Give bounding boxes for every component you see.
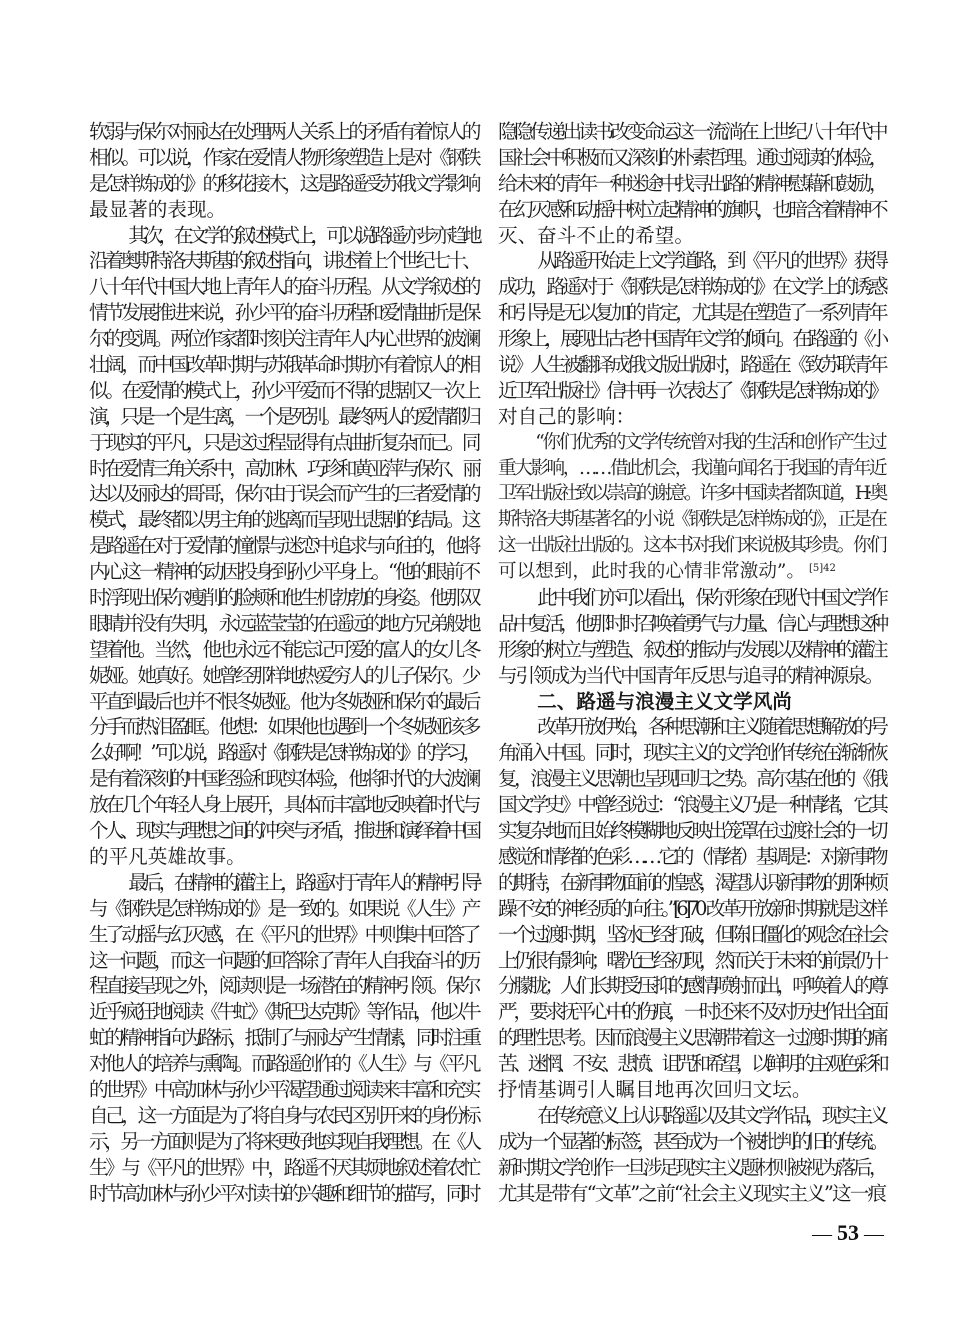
text-line bbox=[498, 870, 884, 896]
line-text: 形象上，展现出古老中国青年文学的倾向。在路遥的《小 bbox=[498, 327, 884, 351]
text-line bbox=[89, 740, 477, 766]
text-line bbox=[89, 689, 477, 715]
text-line bbox=[498, 1181, 884, 1207]
text-line bbox=[498, 1155, 884, 1181]
text-line bbox=[89, 896, 477, 922]
line-text: 软弱与保尔对丽达在处理两人关系上的矛盾有着惊人的 bbox=[89, 120, 477, 143]
line-text: 角涌入中国。同时，现实主义的文学创作传统在渐渐恢 bbox=[498, 741, 884, 765]
line-text: 尔的变调。两位作家都时刻关注青年人内心世界的波澜 bbox=[89, 327, 477, 351]
text-line bbox=[89, 999, 477, 1025]
line-text: 平直到最后也并不恨冬妮娅。他为冬妮娅和保尔的最后 bbox=[89, 689, 477, 713]
line-text: 内心这一精神的动因投身到孙少平身上。“他的眼前不 bbox=[89, 560, 477, 584]
right-column bbox=[498, 119, 884, 1206]
line-text: 这一出版社出版的。这本书对我们来说极其珍贵。你们 bbox=[498, 535, 884, 557]
line-text: 新时期文学创作一旦涉足现实主义题材则被视为落后， bbox=[498, 1155, 884, 1179]
line-text: 对他人的培养与熏陶。而路遥创作的《人生》与《平凡 bbox=[89, 1052, 477, 1076]
text-line bbox=[89, 818, 477, 844]
line-text: 和引导是无以复加的肯定，尤其是在塑造了一系列青年 bbox=[498, 301, 884, 325]
text-line bbox=[89, 352, 477, 378]
line-text: 成功，路遥对于《钢铁是怎样炼成的》在文学上的诱惑 bbox=[498, 275, 884, 299]
text-line bbox=[498, 404, 884, 430]
text-line bbox=[89, 248, 477, 274]
paragraph bbox=[498, 714, 884, 1102]
line-text: 给未来的青年一种迷途中找寻出路的精神慰藉和鼓励， bbox=[498, 171, 884, 195]
line-text: 壮阔，而中国改革时期与苏俄革命时期亦有着惊人的相 bbox=[89, 353, 477, 377]
paragraph bbox=[498, 1103, 884, 1207]
text-line bbox=[498, 145, 884, 171]
text-line bbox=[498, 792, 884, 818]
line-text: 尤其是带有“文革”之前“社会主义现实主义”这一痕 bbox=[498, 1181, 884, 1205]
text-line bbox=[498, 689, 884, 715]
line-text: 沿着奥斯特洛夫斯基的叙述指向，讲述着上个世纪七十、 bbox=[89, 249, 477, 273]
text-line bbox=[89, 145, 477, 171]
line-text: 程直接呈现之外，阅读则是一场潜在的精神引领。保尔 bbox=[89, 974, 477, 998]
block-quote bbox=[498, 430, 884, 585]
line-text: “你们优秀的文学传统曾对我的生活和创作产生过 bbox=[535, 431, 884, 453]
line-text: 相似。可以说，作家在爱情人物形象塑造上是对《钢铁 bbox=[89, 145, 477, 169]
text-line bbox=[498, 999, 884, 1025]
text-line bbox=[89, 430, 477, 456]
text-line bbox=[89, 456, 477, 482]
citation-mark: [5]42 bbox=[809, 563, 836, 575]
page-number-value: 53 bbox=[837, 1220, 859, 1245]
text-line bbox=[498, 740, 884, 766]
line-text: 重大影响，……借此机会，我谨向闻名于我国的青年近 bbox=[498, 457, 884, 479]
line-text: 形象的树立与塑造、叙述的推动与发展以及精神的灌注 bbox=[498, 637, 884, 661]
text-line bbox=[498, 430, 884, 456]
text-line bbox=[89, 507, 477, 533]
text-line bbox=[498, 559, 884, 585]
text-line bbox=[498, 973, 884, 999]
text-line bbox=[498, 171, 884, 197]
line-text: 近卫军出版社》信中再一次表达了《钢铁是怎样炼成的》 bbox=[498, 378, 884, 402]
text-line bbox=[498, 223, 884, 249]
text-line bbox=[89, 1051, 477, 1077]
line-text: 演，只是一个是生离，一个是死别。最终两人的爱情都归 bbox=[89, 404, 477, 428]
text-line bbox=[498, 1025, 884, 1051]
line-text: 从路遥开始走上文学道路，到《平凡的世界》获得 bbox=[537, 249, 884, 273]
paragraph bbox=[498, 585, 884, 689]
text-line bbox=[89, 611, 477, 637]
text-line bbox=[89, 948, 477, 974]
page-number-dash-left: — bbox=[812, 1223, 832, 1245]
text-line bbox=[89, 663, 477, 689]
text-line bbox=[498, 896, 884, 922]
paragraph bbox=[498, 248, 884, 429]
text-line bbox=[89, 533, 477, 559]
line-text: 此中我们亦可以看出，保尔形象在现代中国文学作 bbox=[537, 586, 884, 610]
line-text: 时节高加林与孙少平对读书的兴趣和细节的描写，同时 bbox=[89, 1181, 477, 1205]
line-text: 国社会中积极而又深刻的朴素哲理。通过阅读的体验， bbox=[498, 145, 884, 169]
text-line bbox=[89, 197, 477, 223]
line-text: 的理性思考。因而浪漫主义思潮带着这一过渡时期的痛 bbox=[498, 1026, 884, 1050]
line-text: 么好啊！”可以说，路遥对《钢铁是怎样炼成的》的学习， bbox=[89, 741, 477, 765]
text-line bbox=[89, 870, 477, 896]
line-text: 成为一个显著的标签，甚至成为一个被批判的旧的传统。 bbox=[498, 1129, 884, 1153]
line-text: 个人、现实与理想之间的冲突与矛盾，推进和演绎着中国 bbox=[89, 819, 477, 843]
line-text: 时浮现出保尔瘦削的脸颊和他生机勃勃的身姿。他那双 bbox=[89, 586, 477, 610]
text-line bbox=[498, 300, 884, 326]
text-line bbox=[89, 223, 477, 249]
line-text: 达以及丽达的哥哥，保尔由于误会而产生的三者爱情的 bbox=[89, 482, 477, 506]
text-line bbox=[89, 300, 477, 326]
line-text: 国文学史》中曾经说过：“浪漫主义乃是一种情绪，它其 bbox=[498, 793, 884, 817]
line-text: 望着他。当然，他也永远不能忘记可爱的富人的女儿冬 bbox=[89, 637, 477, 661]
text-line bbox=[498, 663, 884, 689]
line-text: 情节发展推进来说，孙少平的奋斗历程和爱情曲折是保 bbox=[89, 301, 477, 325]
line-text: 抒情基调引人瞩目地再次回归文坛。 bbox=[498, 1077, 812, 1101]
text-line bbox=[498, 1103, 884, 1129]
paragraph bbox=[498, 119, 884, 248]
line-text: 在幻灭感和动摇中树立起精神的旗帜，也暗含着精神不 bbox=[498, 197, 884, 221]
line-text: 品中复活，他那时时召唤着勇气与力量、信心与理想这种 bbox=[498, 611, 884, 635]
text-line bbox=[89, 404, 477, 430]
text-line bbox=[498, 533, 884, 559]
line-text: 说》人生被翻译成俄文版出版时，路遥在《致苏联青年 bbox=[498, 353, 884, 377]
line-text: 与引领成为当代中国青年反思与追寻的精神源泉。 bbox=[498, 663, 882, 687]
line-text: 时在爱情三角关系中，高加林、巧珍和黄亚萍与保尔、丽 bbox=[89, 456, 477, 480]
text-line bbox=[498, 481, 884, 507]
text-line bbox=[89, 844, 477, 870]
text-line bbox=[89, 1077, 477, 1103]
line-text: 躁不安的神经质的向往。”[6]70 改革开放新时期就是这样 bbox=[498, 896, 884, 920]
text-line bbox=[89, 171, 477, 197]
text-line bbox=[498, 378, 884, 404]
line-text: 卫军出版社致以崇高的谢意。许多中国读者都知道，H·奥 bbox=[498, 483, 884, 505]
text-line bbox=[498, 1051, 884, 1077]
line-text: 自己，这一方面是为了将自身与农民区别开来的身份标 bbox=[89, 1103, 477, 1127]
line-text: 复，浪漫主义思潮也呈现回归之势。高尔基在他的《俄 bbox=[498, 767, 884, 791]
text-line bbox=[498, 326, 884, 352]
text-line bbox=[89, 119, 477, 145]
text-line bbox=[89, 559, 477, 585]
text-line bbox=[498, 1077, 884, 1103]
line-text: 的世界》中高加林与孙少平渴望通过阅读来丰富和充实 bbox=[89, 1077, 477, 1101]
text-line bbox=[498, 611, 884, 637]
line-text: 于现实的平凡，只是这过程显得有点曲折复杂而已。同 bbox=[89, 430, 477, 454]
line-text: 最显著的表现。 bbox=[89, 197, 227, 221]
line-text: 改革开放伊始，各种思潮和主义随着思想解放的号 bbox=[537, 715, 884, 739]
text-line bbox=[498, 197, 884, 223]
line-text: 可以想到，此时我的心情非常激动”。 bbox=[498, 561, 806, 583]
line-text: 灭、奋斗不止的希望。 bbox=[498, 223, 694, 247]
text-line bbox=[89, 637, 477, 663]
line-text: 妮娅。她真好。她曾经那样地热爱穷人的儿子保尔。少 bbox=[89, 663, 477, 687]
line-text: 上仍很有影响；曙光已经初现，然而关于未来的前景仍十 bbox=[498, 948, 884, 972]
line-text: 分手而热泪盈眶。他想：如果他也遇到一个冬妮娅该多 bbox=[89, 715, 477, 739]
line-text: 八十年代中国大地上青年人的奋斗历程。从文学叙述的 bbox=[89, 275, 477, 299]
text-line bbox=[498, 948, 884, 974]
line-text: 近乎疯狂地阅读《牛虻》《斯巴达克斯》等作品，他以牛 bbox=[89, 1000, 477, 1024]
text-line bbox=[89, 1181, 477, 1207]
text-line bbox=[89, 1025, 477, 1051]
paragraph bbox=[89, 870, 477, 1207]
line-text: 与《钢铁是怎样炼成的》是一致的。如果说《人生》产 bbox=[89, 896, 477, 920]
text-line bbox=[89, 274, 477, 300]
text-line bbox=[89, 481, 477, 507]
text-line bbox=[89, 922, 477, 948]
text-line bbox=[498, 1129, 884, 1155]
text-line bbox=[498, 714, 884, 740]
page-number bbox=[812, 1220, 884, 1246]
line-text: 的平凡英雄故事。 bbox=[89, 844, 246, 868]
line-text: 对自己的影响： bbox=[498, 404, 636, 428]
text-line bbox=[89, 326, 477, 352]
text-line bbox=[89, 378, 477, 404]
line-text: 生》与《平凡的世界》中，路遥不厌其烦地叙述着农忙 bbox=[89, 1155, 477, 1179]
line-text: 模式，最终都以男主角的逃离而呈现出悲剧的结局。这 bbox=[89, 508, 477, 532]
text-line bbox=[498, 248, 884, 274]
text-line bbox=[89, 792, 477, 818]
line-text: 的期待，在新事物面前的惶惑，渴望认识新事物的那种烦 bbox=[498, 870, 884, 894]
text-line bbox=[89, 1103, 477, 1129]
line-text: 苦、迷惘、不安、悲愤、诅咒和希望，以鲜明的主观色彩和 bbox=[498, 1052, 884, 1076]
line-text: 生了动摇与幻灭感，在《平凡的世界》中则集中回答了 bbox=[89, 922, 477, 946]
text-line bbox=[498, 274, 884, 300]
text-line bbox=[498, 585, 884, 611]
line-text: 是路遥在对于爱情的憧憬与迷恋中追求与向往的，他将 bbox=[89, 534, 477, 558]
text-line bbox=[498, 844, 884, 870]
text-line bbox=[89, 1129, 477, 1155]
line-text: 分朦胧；人们长期受压抑的感情喷射而出，呼唤着人的尊 bbox=[498, 974, 884, 998]
line-text: 一个过渡时期，坚冰已经打破，但陈旧僵化的观念在社会 bbox=[498, 922, 884, 946]
text-line bbox=[89, 714, 477, 740]
text-line bbox=[89, 973, 477, 999]
text-line bbox=[89, 585, 477, 611]
section-heading bbox=[498, 689, 884, 715]
text-line bbox=[498, 119, 884, 145]
line-text: 放在几个年轻人身上展开，具体而丰富地反映着时代与 bbox=[89, 793, 477, 817]
line-text: 隐隐传递出读书改变命运这一流淌在上世纪八十年代中 bbox=[498, 120, 884, 143]
line-text: 似。在爱情的模式上，孙少平爱而不得的悲剧又一次上 bbox=[89, 378, 477, 402]
paragraph bbox=[89, 223, 477, 870]
left-column bbox=[89, 119, 477, 1206]
line-text: 示，另一方面则是为了将来更好地实现自我理想。在《人 bbox=[89, 1129, 477, 1153]
line-text: 眼睛并没有失明，永远蓝莹莹的在遥远的地方兄弟般地 bbox=[89, 611, 477, 635]
line-text: 严，要求抚平心中的伤痕，一时还来不及对历史作出全面 bbox=[498, 1000, 884, 1024]
text-line bbox=[89, 1155, 477, 1181]
text-line bbox=[498, 637, 884, 663]
text-line bbox=[89, 766, 477, 792]
text-line bbox=[498, 352, 884, 378]
line-text: 虻的精神指向为路标，抵制了与丽达产生情愫，同时注重 bbox=[89, 1026, 477, 1050]
text-line bbox=[498, 456, 884, 482]
text-line bbox=[498, 766, 884, 792]
paragraph bbox=[89, 119, 477, 223]
line-text: 最后，在精神的灌注上，路遥对于青年人的精神引导 bbox=[128, 870, 477, 894]
text-line bbox=[498, 507, 884, 533]
line-text: 斯特洛夫斯基著名的小说《钢铁是怎样炼成的》，正是在 bbox=[498, 509, 884, 531]
line-text: 感觉和情绪的色彩……它的（情绪）基调是：对新事物 bbox=[498, 844, 884, 868]
line-text: 在传统意义上认识路遥以及其文学作品，现实主义 bbox=[537, 1103, 884, 1127]
line-text: 其次，在文学的叙述模式上，可以说路遥亦步亦趋地 bbox=[128, 223, 477, 247]
page-number-dash-right: — bbox=[864, 1223, 884, 1245]
line-text: 这一问题，而这一问题的回答除了青年人自我奋斗的历 bbox=[89, 948, 477, 972]
line-text: 实复杂地而且始终模糊地反映出笼罩在过渡社会的一切 bbox=[498, 819, 884, 843]
line-text: 是有着深刻的中国经验和现实体验，他将时代的大波澜 bbox=[89, 767, 477, 791]
text-line bbox=[498, 922, 884, 948]
text-line bbox=[498, 818, 884, 844]
line-text: 是怎样炼成的》的移花接木，这是路遥受苏俄文学影响 bbox=[89, 171, 477, 195]
line-text: 二、路遥与浪漫主义文学风尚 bbox=[537, 689, 792, 713]
